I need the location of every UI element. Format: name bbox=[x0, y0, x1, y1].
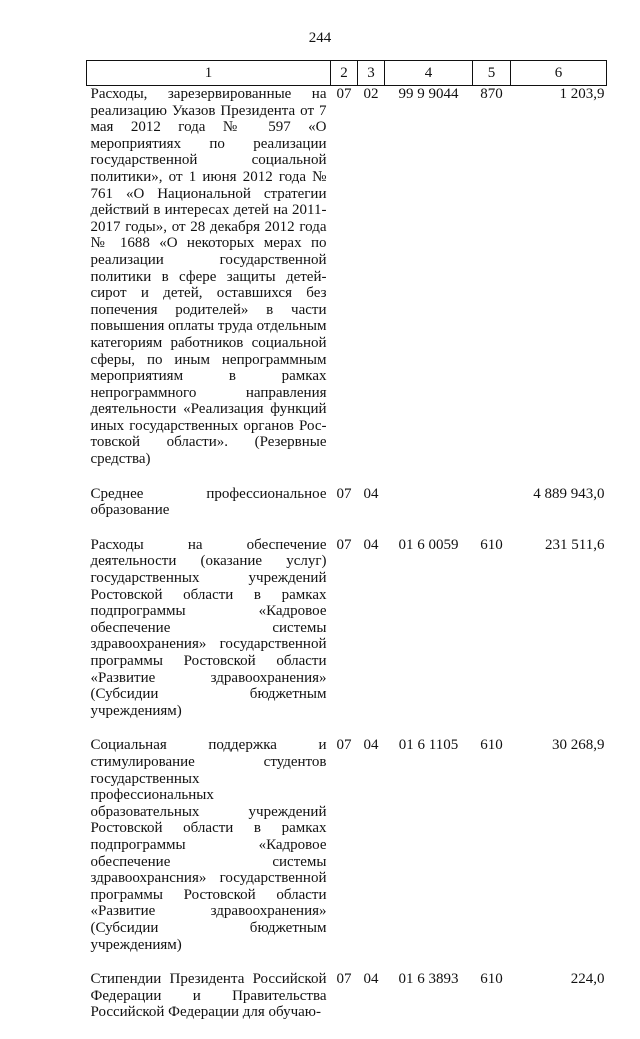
table-row bbox=[87, 86, 607, 486]
row-section: 07 bbox=[336, 86, 352, 102]
row-amount: 1 203,9 bbox=[559, 86, 605, 102]
table-row bbox=[87, 737, 607, 971]
table-row bbox=[87, 486, 607, 537]
row-amount: 30 268,9 bbox=[552, 737, 605, 754]
budget-table bbox=[86, 60, 607, 1039]
row-expense-type: 610 bbox=[480, 536, 503, 553]
row-amount: 231 511,6 bbox=[545, 536, 605, 553]
header-col-4: 4 bbox=[385, 61, 473, 86]
row-target: 99 9 9044 bbox=[398, 86, 459, 102]
table-header-row bbox=[87, 61, 607, 86]
row-name: Расходы, зарезервированные на реализацию Указов Президента от 7 мая 2012 года № 597 «О мероприятиях по реализации государственной социальной политики», от 1 июня 2012 года № 761 «О Национальной стратегии действий в интересах детей на 2011-2017 годы», от 28 декабря 2012 года № 1688 «О некоторых мерах по реализации государственной политики в сфере защиты детей-сирот и детей, оставшихся без попечения родителей» в части повышения оплаты труда отдельным категориям работников социальной сферы, по иным непрограммным мероприятиям в рамках непрограммного направления деятельности «Реализация функций иных государственных органов Рос-товской области». (Резервные средства) bbox=[90, 86, 327, 468]
page-number: 244 bbox=[308, 30, 332, 46]
row-name: Среднее профессиональное образование bbox=[90, 485, 327, 519]
row-subsection: 02 bbox=[363, 86, 379, 102]
row-section: 07 bbox=[336, 536, 352, 553]
header-col-2: 2 bbox=[331, 61, 358, 86]
header-col-3: 3 bbox=[358, 61, 385, 86]
row-expense-type bbox=[473, 486, 511, 537]
row-section: 07 bbox=[336, 485, 352, 502]
row-subsection: 04 bbox=[363, 485, 379, 502]
row-section: 07 bbox=[336, 737, 352, 754]
header-col-1: 1 bbox=[87, 61, 331, 86]
row-target: 01 6 3893 bbox=[398, 971, 459, 988]
header-col-6: 6 bbox=[511, 61, 607, 86]
row-name: Стипендии Президента Российской Федерации и Правительства Российской Федерации для обучаю- bbox=[90, 971, 327, 1021]
row-subsection: 04 bbox=[363, 971, 379, 988]
table-row bbox=[87, 971, 607, 1039]
row-target: 01 6 1105 bbox=[398, 737, 459, 754]
row-expense-type: 870 bbox=[480, 86, 503, 102]
row-subsection: 04 bbox=[363, 737, 379, 754]
row-amount: 224,0 bbox=[570, 971, 605, 988]
row-expense-type: 610 bbox=[480, 737, 503, 754]
row-amount: 4 889 943,0 bbox=[533, 485, 605, 502]
row-target: 01 6 0059 bbox=[398, 536, 459, 553]
row-section: 07 bbox=[336, 971, 352, 988]
header-col-5: 5 bbox=[473, 61, 511, 86]
row-name: Расходы на обеспечение деятельности (оказание услуг) государственных учреждений Ростовской области в рамках подпрограммы «Кадровое обеспечение системы здравоохранения» государственной программы Ростовской области «Развитие здравоохранения» (Субсидии бюджетным учреждениям) bbox=[90, 536, 327, 719]
row-expense-type: 610 bbox=[480, 971, 503, 988]
row-name: Социальная поддержка и стимулирование студентов государственных профессиональных образовательных учреждений Ростовской области в рамках подпрограммы «Кадровое обеспечение системы здравоохрансния» государственной программы Ростовской области «Развитие здравоохранения» (Субсидии бюджетным учреждениям) bbox=[90, 737, 327, 953]
row-target bbox=[385, 486, 473, 537]
row-subsection: 04 bbox=[363, 536, 379, 553]
table-row bbox=[87, 537, 607, 738]
